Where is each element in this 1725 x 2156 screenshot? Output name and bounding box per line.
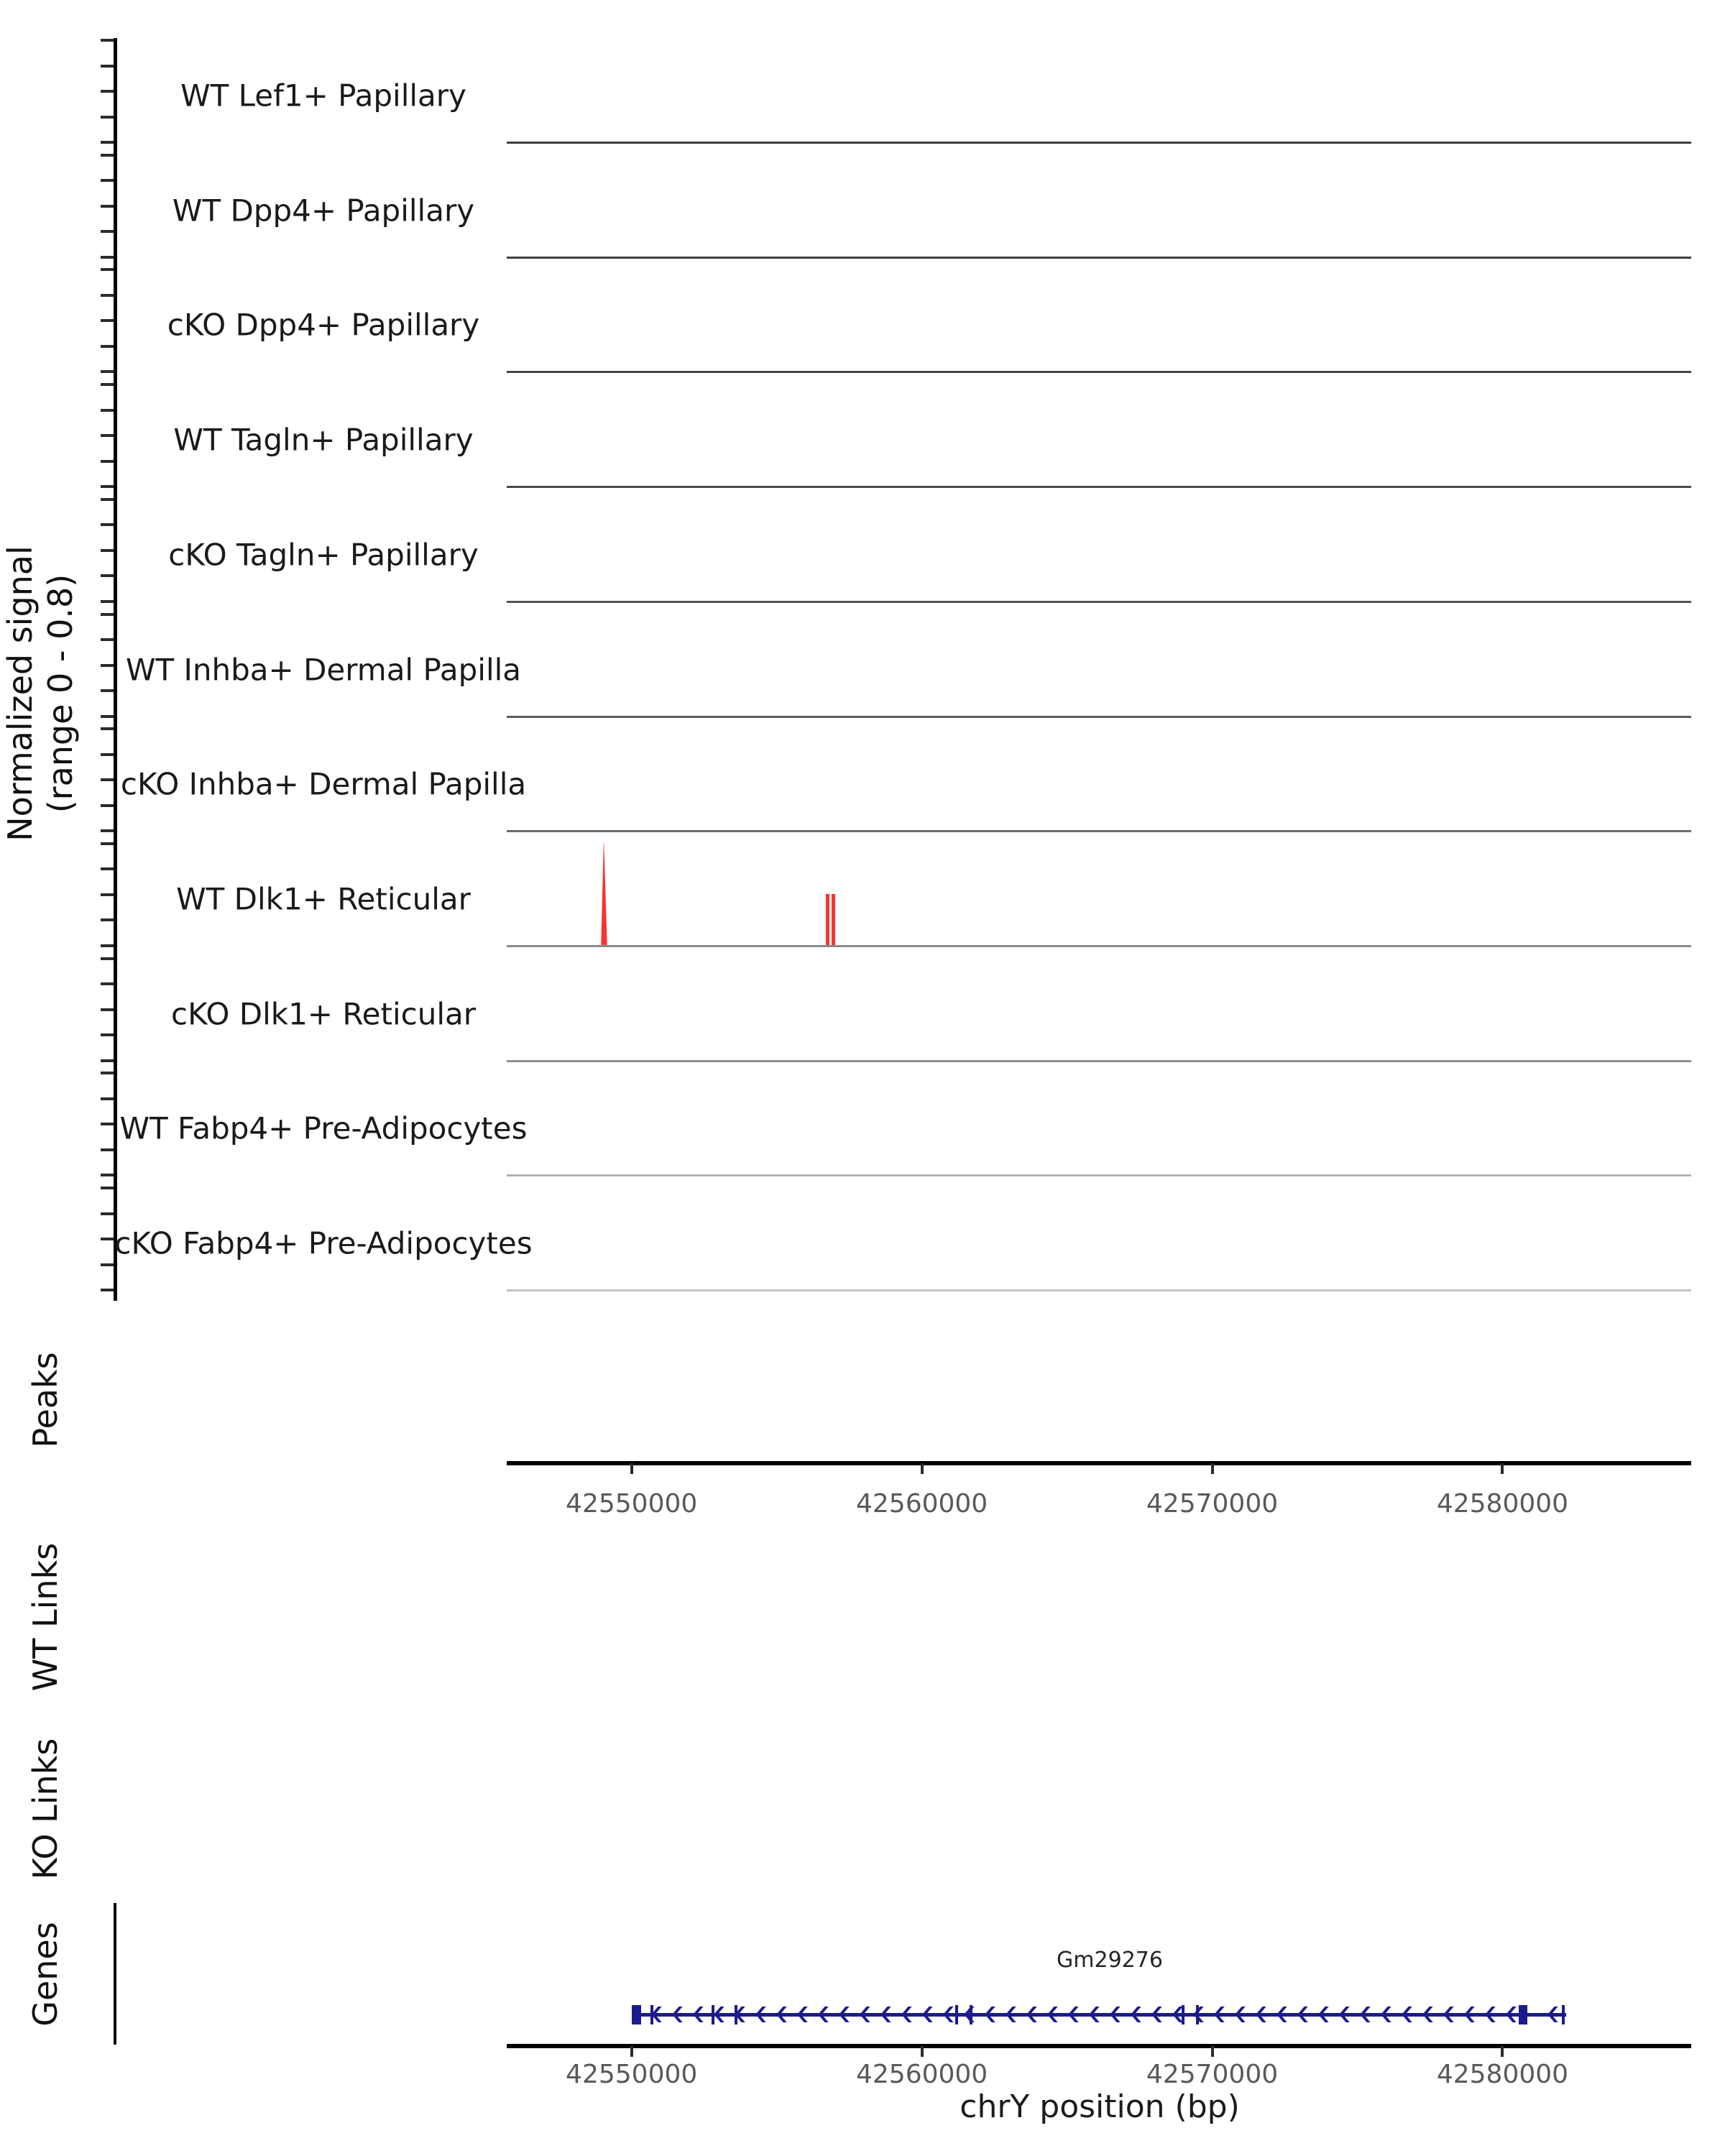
signal-y-axis-tick bbox=[101, 1148, 114, 1151]
signal-y-axis-tick bbox=[101, 409, 114, 412]
signal-y-axis-tick bbox=[101, 345, 114, 348]
track-label: WT Dlk1+ Reticular bbox=[176, 881, 471, 917]
track-label: cKO Dlk1+ Reticular bbox=[171, 996, 476, 1032]
track-separator-line bbox=[507, 830, 1691, 832]
gene-exon-tick bbox=[955, 2005, 958, 2024]
signal-y-axis-tick bbox=[101, 600, 114, 603]
x-axis-line bbox=[507, 1461, 1691, 1465]
signal-y-axis-tick bbox=[101, 982, 114, 985]
section-label-wt-links: WT Links bbox=[26, 1542, 65, 1692]
section-label-ko-links: KO Links bbox=[26, 1738, 65, 1880]
gene-exon-tick bbox=[970, 2005, 972, 2024]
x-axis-tick-label: 42550000 bbox=[566, 2060, 698, 2089]
track-separator-line bbox=[507, 1060, 1691, 1062]
signal-y-axis-tick bbox=[101, 383, 114, 386]
signal-y-axis-tick bbox=[101, 65, 114, 68]
signal-y-axis-tick bbox=[101, 319, 114, 322]
x-axis-tick bbox=[630, 2046, 633, 2057]
signal-y-axis-tick bbox=[101, 1187, 114, 1189]
signal-y-axis-tick bbox=[101, 715, 114, 718]
signal-y-axis-tick bbox=[101, 1238, 114, 1240]
signal-axis-label bbox=[0, 545, 80, 842]
signal-y-axis-tick bbox=[101, 1174, 114, 1176]
signal-y-axis-tick bbox=[101, 116, 114, 119]
signal-axis-label-line2: (range 0 - 0.8) bbox=[41, 573, 80, 814]
signal-y-axis-tick bbox=[101, 294, 114, 297]
gene-exon-tick bbox=[712, 2005, 714, 2024]
signal-y-axis-tick bbox=[101, 1072, 114, 1074]
track-separator-line bbox=[507, 1289, 1691, 1291]
x-axis-tick bbox=[921, 2046, 924, 2057]
track-separator-line bbox=[507, 257, 1691, 259]
gene-name-label: Gm29276 bbox=[1057, 1948, 1163, 1973]
signal-y-axis-tick bbox=[101, 918, 114, 921]
signal-y-axis-tick bbox=[101, 485, 114, 488]
x-axis-tick-label: 42560000 bbox=[855, 2060, 988, 2089]
x-axis-tick bbox=[1211, 2046, 1214, 2057]
track-label: cKO Tagln+ Papillary bbox=[168, 537, 479, 573]
signal-y-axis-tick bbox=[101, 753, 114, 756]
signal-y-axis-tick bbox=[101, 205, 114, 208]
signal-axis-label-line1: Normalized signal bbox=[1, 545, 40, 842]
signal-y-axis-tick bbox=[101, 664, 114, 667]
x-axis-tick bbox=[1211, 1463, 1214, 1474]
signal-y-axis-tick bbox=[101, 498, 114, 501]
gene-exon-tick bbox=[1182, 2005, 1184, 2024]
track-label: cKO Dpp4+ Papillary bbox=[167, 307, 480, 343]
signal-y-axis-tick bbox=[101, 370, 114, 373]
x-axis-tick-label: 42570000 bbox=[1146, 1489, 1279, 1519]
signal-peak bbox=[826, 894, 829, 945]
signal-y-axis-tick bbox=[101, 893, 114, 896]
signal-y-axis-tick bbox=[101, 804, 114, 807]
genes-axis-line bbox=[114, 1903, 116, 2045]
x-axis-tick bbox=[1501, 2046, 1504, 2057]
signal-y-axis-line bbox=[114, 38, 117, 1301]
track-separator-line bbox=[507, 142, 1691, 144]
signal-y-axis-tick bbox=[101, 944, 114, 947]
x-axis-tick-label: 42550000 bbox=[566, 1489, 698, 1519]
x-axis-line bbox=[507, 2044, 1691, 2048]
track-separator-line bbox=[507, 371, 1691, 373]
signal-y-axis-tick bbox=[101, 1097, 114, 1100]
track-label: WT Fabp4+ Pre-Adipocytes bbox=[119, 1110, 528, 1146]
x-axis-tick-label: 42570000 bbox=[1146, 2060, 1279, 2089]
signal-y-axis-tick bbox=[101, 613, 114, 616]
signal-y-axis-tick bbox=[101, 1059, 114, 1062]
x-axis-tick bbox=[921, 1463, 924, 1474]
signal-y-axis-tick bbox=[101, 1289, 114, 1291]
signal-y-axis-tick bbox=[101, 179, 114, 182]
signal-y-axis-tick bbox=[101, 154, 114, 157]
x-axis-tick-label: 42580000 bbox=[1436, 2060, 1569, 2089]
signal-y-axis-tick bbox=[101, 90, 114, 93]
signal-y-axis-tick bbox=[101, 1212, 114, 1215]
signal-y-axis-tick bbox=[101, 549, 114, 552]
track-label: WT Inhba+ Dermal Papilla bbox=[125, 652, 522, 687]
track-label: WT Lef1+ Papillary bbox=[180, 78, 466, 114]
x-axis-tick bbox=[630, 1463, 633, 1474]
track-separator-line bbox=[507, 486, 1691, 488]
track-separator-line bbox=[507, 601, 1691, 603]
gene-exon-tick bbox=[1196, 2005, 1199, 2024]
signal-y-axis-tick bbox=[101, 434, 114, 437]
track-separator-line bbox=[507, 945, 1691, 947]
signal-y-axis-tick bbox=[101, 1263, 114, 1266]
x-axis-tick bbox=[1501, 1463, 1504, 1474]
signal-y-axis-tick bbox=[101, 230, 114, 233]
signal-y-axis-tick bbox=[101, 727, 114, 730]
track-separator-line bbox=[507, 1174, 1691, 1176]
signal-y-axis-tick bbox=[101, 778, 114, 781]
signal-peak bbox=[832, 894, 835, 945]
signal-y-axis-tick bbox=[101, 460, 114, 463]
track-label: cKO Fabp4+ Pre-Adipocytes bbox=[114, 1225, 533, 1261]
signal-y-axis-tick bbox=[101, 867, 114, 870]
signal-y-axis-tick bbox=[101, 523, 114, 526]
signal-peak bbox=[601, 843, 607, 945]
signal-y-axis-tick bbox=[101, 829, 114, 832]
signal-y-axis-tick bbox=[101, 957, 114, 960]
track-label: WT Dpp4+ Papillary bbox=[172, 193, 475, 229]
x-axis-tick-label: 42580000 bbox=[1436, 1489, 1569, 1519]
signal-y-axis-tick bbox=[101, 268, 114, 271]
x-axis-title: chrY position (bp) bbox=[960, 2088, 1240, 2125]
x-axis-tick-label: 42560000 bbox=[855, 1489, 988, 1519]
gene-exon-block bbox=[632, 2005, 641, 2024]
gene-exon-tick bbox=[735, 2005, 737, 2024]
signal-y-axis-tick bbox=[101, 1123, 114, 1125]
track-label: WT Tagln+ Papillary bbox=[173, 422, 474, 458]
track-label: cKO Inhba+ Dermal Papilla bbox=[120, 766, 527, 802]
track-separator-line bbox=[507, 716, 1691, 718]
gene-exon-tick bbox=[1562, 2005, 1565, 2024]
signal-y-axis-tick bbox=[101, 1033, 114, 1036]
signal-y-axis-tick bbox=[101, 574, 114, 577]
signal-y-axis-tick bbox=[101, 39, 114, 42]
signal-y-axis-tick bbox=[101, 141, 114, 144]
signal-y-axis-tick bbox=[101, 638, 114, 641]
section-label-genes: Genes bbox=[26, 1922, 65, 2027]
gene-exon-tick bbox=[650, 2005, 653, 2024]
signal-y-axis-tick bbox=[101, 1008, 114, 1011]
signal-y-axis-tick bbox=[101, 842, 114, 845]
section-label-peaks: Peaks bbox=[26, 1352, 65, 1448]
signal-y-axis-tick bbox=[101, 689, 114, 692]
signal-y-axis-tick bbox=[101, 256, 114, 259]
gene-exon-block bbox=[1519, 2005, 1527, 2024]
